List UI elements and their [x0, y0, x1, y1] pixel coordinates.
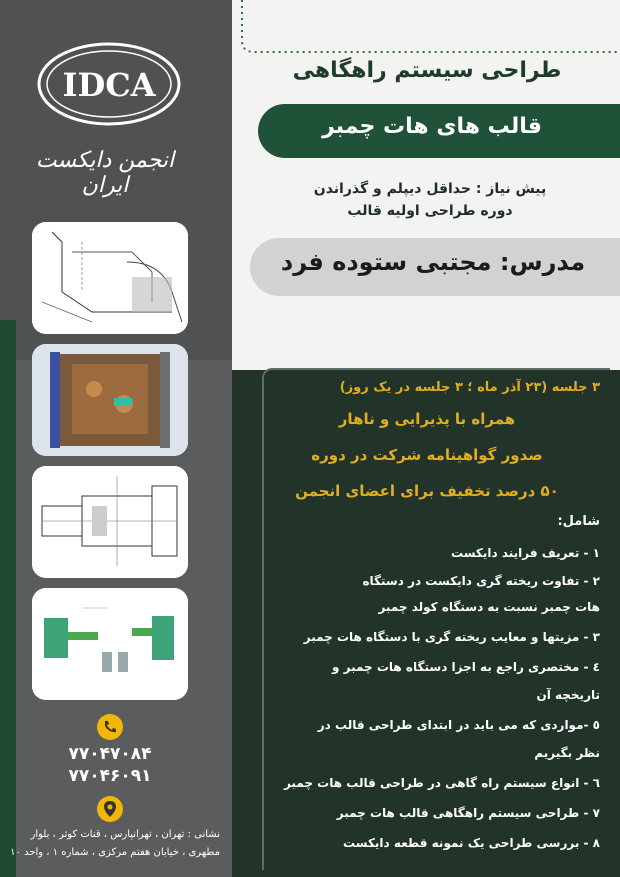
highlight-certificate: صدور گواهینامه شرکت در دوره [311, 446, 543, 464]
highlight-discount: ۵۰ درصد تخفیف برای اعضای انجمن [295, 482, 559, 500]
syllabus-item: ۱ - تعریف فرایند دایکست [450, 546, 600, 560]
prerequisite-line-2: دوره طراحی اولیه قالب [347, 203, 513, 219]
prerequisite [260, 178, 600, 222]
syllabus-item: ۳ - مزیتها و معایب ریخته گری با دستگاه هات چمبر [303, 630, 600, 644]
green-accent-strip [0, 320, 16, 877]
course-title-line-2: قالب های هات چمبر [322, 114, 542, 139]
syllabus-item: ٤ - مختصری راجع به اجزا دستگاه هات چمبر و [332, 660, 600, 674]
syllabus-item: نظر بگیریم [534, 746, 600, 760]
syllabus-item: ٦ - انواع سیستم راه گاهی در طراحی قالب هات چمبر [283, 776, 600, 790]
syllabus-item: ۸ - بررسی طراحی یک نمونه قطعه دایکست [343, 836, 600, 850]
syllabus-item: ٥ -مواردی که می باید در ابتدای طراحی قالب در [317, 718, 600, 732]
address-line-1: نشانی : تهران ، تهرانپارس ، قنات کوثر ، بلوار [30, 829, 220, 840]
logo-text: IDCA [62, 66, 156, 104]
sessions-info: ۳ جلسه (۲۳ آذر ماه ؛ ۳ جلسه در یک روز) [339, 380, 600, 395]
idca-logo [34, 38, 184, 130]
course-title-line-1: طراحی سیستم راهگاهی [292, 58, 562, 83]
prerequisite-line-1: پیش نیاز : حداقل دیپلم و گذراندن [313, 181, 547, 197]
syllabus-item: تاریخچه آن [536, 688, 600, 702]
details-frame [262, 368, 610, 870]
location-icon [97, 796, 123, 822]
thumbnail-technical-drawing [32, 222, 188, 334]
syllabus-item: ۲ - تفاوت ریخته گری دایکست در دستگاه [362, 574, 600, 588]
thumbnail-die-section [32, 466, 188, 578]
thumbnail-gating-parts [32, 588, 188, 700]
org-name: انجمن دایکست ایران [35, 148, 175, 198]
address [10, 826, 220, 862]
address-line-2: مطهری ، خیابان هفتم مرکزی ، شماره ۱ ، واحد ۱۰ [10, 847, 220, 858]
syllabus-heading: شامل: [557, 514, 600, 529]
highlight-catering: همراه با پذیرایی و ناهار [338, 410, 516, 428]
phone-icon [97, 714, 123, 740]
dotted-border [240, 0, 620, 60]
instructor-name: مدرس: مجتبی ستوده فرد [280, 248, 586, 276]
phone-number-2[interactable]: ۷۷۰۴۶۰۹۱ [68, 766, 152, 786]
phone-number-1[interactable]: ۷۷۰۴۷۰۸۴ [68, 744, 152, 764]
thumbnail-mold-3d [32, 344, 188, 456]
syllabus-item: ۷ - طراحی سیستم راهگاهی قالب هات چمبر [336, 806, 600, 820]
syllabus-item: هات چمبر نسبت به دستگاه کولد چمبر [378, 600, 600, 614]
